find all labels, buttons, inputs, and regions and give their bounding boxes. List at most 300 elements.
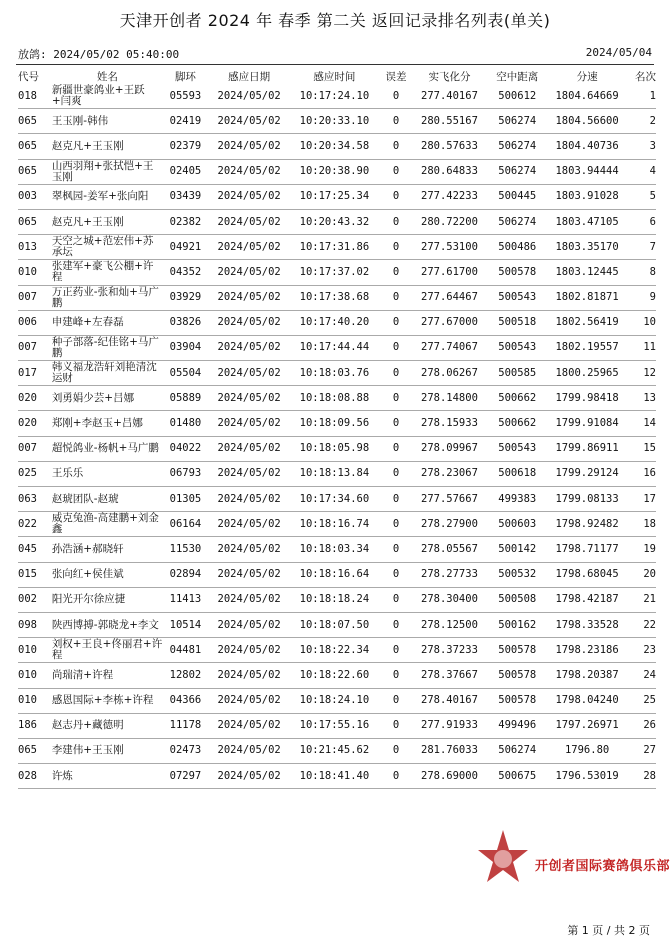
cell-date: 2024/05/02 (217, 467, 281, 480)
cell-distance: 500578 (498, 694, 537, 707)
cell-code: 065 (18, 114, 37, 127)
cell-date: 2024/05/02 (217, 139, 281, 152)
cell-speed: 1803.12445 (555, 265, 619, 278)
cell-error: 0 (392, 719, 400, 732)
cell-time: 10:20:34.58 (299, 139, 370, 152)
cell-distance: 500543 (498, 291, 537, 304)
cell-date: 2024/05/02 (217, 593, 281, 606)
cell-fly: 277.42233 (421, 190, 478, 203)
cell-time: 10:18:07.50 (299, 618, 370, 631)
cell-rank: 17 (643, 492, 656, 505)
cell-rank: 22 (643, 618, 656, 631)
cell-ring: 02382 (169, 215, 202, 228)
cell-error: 0 (392, 114, 400, 127)
cell-name: 陕西博搏-郭晓龙+李文 (51, 618, 159, 631)
cell-fly: 278.23067 (421, 467, 478, 480)
cell-ring: 03929 (169, 291, 202, 304)
cell-time: 10:18:41.40 (299, 769, 370, 782)
cell-speed: 1798.33528 (555, 618, 619, 631)
cell-rank: 26 (643, 719, 656, 732)
cell-date: 2024/05/02 (217, 165, 281, 178)
cell-fly: 277.64467 (421, 291, 478, 304)
table-row (18, 713, 656, 738)
cell-speed: 1803.35170 (555, 240, 619, 253)
cell-ring: 11178 (169, 719, 202, 732)
col-fly: 实飞化分 (428, 70, 471, 83)
cell-speed: 1798.68045 (555, 568, 619, 581)
cell-distance: 500532 (498, 568, 537, 581)
cell-ring: 07297 (169, 769, 202, 782)
cell-rank: 21 (643, 593, 656, 606)
cell-ring: 03826 (169, 316, 202, 329)
cell-code: 065 (18, 139, 37, 152)
cell-rank: 7 (649, 240, 656, 253)
col-distance: 空中距离 (496, 70, 539, 83)
table-row (18, 411, 656, 436)
cell-distance: 500603 (498, 517, 537, 530)
cell-distance: 500618 (498, 467, 537, 480)
cell-date: 2024/05/02 (217, 240, 281, 253)
cell-speed: 1802.19557 (555, 341, 619, 354)
cell-rank: 18 (643, 517, 656, 530)
cell-rank: 19 (643, 542, 656, 555)
cell-time: 10:20:33.10 (299, 114, 370, 127)
cell-rank: 27 (643, 744, 656, 757)
cell-name: 王玉刚-韩伟 (51, 114, 109, 127)
cell-distance: 506274 (498, 215, 537, 228)
cell-fly: 277.53100 (421, 240, 478, 253)
cell-ring: 04366 (169, 694, 202, 707)
cell-date: 2024/05/02 (217, 265, 281, 278)
cell-name: 超悦鸽业-杨帆+马广鹏 (51, 442, 159, 455)
cell-date: 2024/05/02 (217, 291, 281, 304)
cell-error: 0 (392, 744, 400, 757)
cell-code: 065 (18, 165, 37, 178)
page-title: 天津开创者 2024 年 春季 第二关 返回记录排名列表(单关) (119, 11, 551, 30)
cell-fly: 278.69000 (421, 769, 478, 782)
col-error: 误差 (385, 70, 407, 83)
cell-date: 2024/05/02 (217, 316, 281, 329)
cell-fly: 278.37667 (421, 668, 478, 681)
cell-ring: 02405 (169, 165, 202, 178)
cell-date: 2024/05/02 (217, 568, 281, 581)
cell-code: 065 (18, 215, 37, 228)
cell-error: 0 (392, 316, 400, 329)
cell-time: 10:18:24.10 (299, 694, 370, 707)
cell-time: 10:18:22.60 (299, 668, 370, 681)
cell-speed: 1803.94444 (555, 165, 619, 178)
cell-ring: 01305 (169, 492, 202, 505)
cell-name: 阳光开尔徐应捷 (51, 593, 126, 606)
cell-distance: 500662 (498, 417, 537, 430)
cell-time: 10:17:44.44 (299, 341, 370, 354)
cell-distance: 506274 (498, 744, 537, 757)
col-speed: 分速 (576, 70, 598, 83)
cell-ring: 06793 (169, 467, 202, 480)
cell-ring: 05889 (169, 391, 202, 404)
cell-speed: 1800.25965 (555, 366, 619, 379)
cell-time: 10:17:24.10 (299, 89, 370, 102)
cell-error: 0 (392, 417, 400, 430)
cell-rank: 6 (649, 215, 656, 228)
cell-distance: 499383 (498, 492, 537, 505)
cell-speed: 1798.71177 (555, 542, 619, 555)
cell-speed: 1804.64669 (555, 89, 619, 102)
print-date: 2024/05/04 (585, 46, 652, 59)
cell-error: 0 (392, 618, 400, 631)
table-row (18, 738, 656, 763)
cell-ring: 04352 (169, 265, 202, 278)
cell-error: 0 (392, 139, 400, 152)
cell-distance: 500508 (498, 593, 537, 606)
cell-ring: 05593 (169, 89, 202, 102)
cell-ring: 04481 (169, 643, 202, 656)
cell-ring: 11530 (169, 542, 202, 555)
cell-name: 申建峰+左春磊 (51, 316, 124, 329)
cell-date: 2024/05/02 (217, 417, 281, 430)
cell-ring: 02473 (169, 744, 202, 757)
cell-time: 10:18:16.74 (299, 517, 370, 530)
cell-speed: 1799.98418 (555, 391, 619, 404)
cell-date: 2024/05/02 (217, 769, 281, 782)
cell-time: 10:18:03.34 (299, 542, 370, 555)
cell-code: 007 (18, 442, 37, 455)
cell-speed: 1803.91028 (555, 190, 619, 203)
cell-date: 2024/05/02 (217, 694, 281, 707)
cell-name: 刘权+王良+佟丽君+许程 (51, 638, 163, 662)
cell-time: 10:17:40.20 (299, 316, 370, 329)
cell-code: 007 (18, 341, 37, 354)
cell-time: 10:18:03.76 (299, 366, 370, 379)
cell-ring: 03904 (169, 341, 202, 354)
cell-error: 0 (392, 694, 400, 707)
cell-code: 010 (18, 694, 37, 707)
table-row (18, 260, 656, 285)
cell-error: 0 (392, 668, 400, 681)
table-row (18, 587, 656, 612)
table-row (18, 84, 656, 109)
table-row (18, 184, 656, 209)
cell-time: 10:20:43.32 (299, 215, 370, 228)
table-row (18, 436, 656, 461)
cell-time: 10:17:55.16 (299, 719, 370, 732)
cell-ring: 10514 (169, 618, 202, 631)
cell-time: 10:17:38.68 (299, 291, 370, 304)
cell-code: 002 (18, 593, 37, 606)
cell-time: 10:21:45.62 (299, 744, 370, 757)
cell-rank: 24 (643, 668, 656, 681)
cell-distance: 506274 (498, 139, 537, 152)
cell-code: 010 (18, 265, 37, 278)
cell-time: 10:18:09.56 (299, 417, 370, 430)
cell-code: 063 (18, 492, 37, 505)
cell-rank: 15 (643, 442, 656, 455)
cell-distance: 500585 (498, 366, 537, 379)
cell-fly: 278.27733 (421, 568, 478, 581)
cell-code: 013 (18, 240, 37, 253)
star-logo-icon (476, 828, 530, 892)
cell-name: 孙浩涵+郝晓轩 (51, 542, 124, 555)
cell-time: 10:20:38.90 (299, 165, 370, 178)
cell-distance: 500543 (498, 442, 537, 455)
cell-error: 0 (392, 517, 400, 530)
cell-name: 尚瑞清+许程 (51, 668, 114, 681)
col-date: 感应日期 (228, 70, 271, 83)
cell-error: 0 (392, 769, 400, 782)
cell-rank: 14 (643, 417, 656, 430)
cell-name: 郑刚+李赵玉+吕娜 (51, 417, 143, 430)
cell-name: 赵克凡+王玉刚 (51, 215, 124, 228)
cell-name: 万正药业-张和灿+马广鹏 (51, 285, 159, 309)
cell-time: 10:18:08.88 (299, 391, 370, 404)
page-indicator: 第 1 页 / 共 2 页 (567, 924, 650, 937)
cell-ring: 11413 (169, 593, 202, 606)
cell-error: 0 (392, 593, 400, 606)
cell-error: 0 (392, 165, 400, 178)
cell-fly: 278.12500 (421, 618, 478, 631)
cell-date: 2024/05/02 (217, 215, 281, 228)
cell-date: 2024/05/02 (217, 341, 281, 354)
cell-date: 2024/05/02 (217, 442, 281, 455)
table-row (18, 386, 656, 411)
table-row (18, 461, 656, 486)
cell-name: 天空之城+范宏伟+苏承坛 (51, 235, 154, 259)
table-row (18, 612, 656, 637)
cell-rank: 23 (643, 643, 656, 656)
cell-error: 0 (392, 442, 400, 455)
meta-row (18, 46, 652, 62)
table-row (18, 310, 656, 335)
cell-date: 2024/05/02 (217, 114, 281, 127)
cell-code: 028 (18, 769, 37, 782)
cell-speed: 1796.80 (564, 744, 610, 757)
table-row (18, 285, 656, 310)
cell-ring: 06164 (169, 517, 202, 530)
cell-date: 2024/05/02 (217, 542, 281, 555)
cell-distance: 500578 (498, 668, 537, 681)
cell-name: 王乐乐 (51, 467, 84, 480)
cell-distance: 500675 (498, 769, 537, 782)
cell-speed: 1799.86911 (555, 442, 619, 455)
cell-ring: 04921 (169, 240, 202, 253)
cell-time: 10:18:18.24 (299, 593, 370, 606)
cell-fly: 280.64833 (421, 165, 478, 178)
cell-error: 0 (392, 366, 400, 379)
table-row (18, 487, 656, 512)
cell-speed: 1804.40736 (555, 139, 619, 152)
cell-fly: 278.30400 (421, 593, 478, 606)
divider (16, 64, 654, 65)
cell-error: 0 (392, 568, 400, 581)
cell-name: 感恩国际+李栋+许程 (51, 694, 154, 707)
cell-error: 0 (392, 492, 400, 505)
cell-speed: 1799.91084 (555, 417, 619, 430)
cell-distance: 500445 (498, 190, 537, 203)
cell-rank: 5 (649, 190, 656, 203)
cell-ring: 12802 (169, 668, 202, 681)
cell-name: 新疆世豪鸽业+王跃+闫爽 (51, 84, 145, 108)
cell-date: 2024/05/02 (217, 190, 281, 203)
cell-fly: 278.14800 (421, 391, 478, 404)
cell-fly: 277.61700 (421, 265, 478, 278)
cell-distance: 500486 (498, 240, 537, 253)
cell-error: 0 (392, 391, 400, 404)
cell-time: 10:18:13.84 (299, 467, 370, 480)
cell-code: 010 (18, 668, 37, 681)
cell-error: 0 (392, 291, 400, 304)
table-row (18, 159, 656, 184)
cell-rank: 12 (643, 366, 656, 379)
cell-rank: 1 (649, 89, 656, 102)
cell-name: 赵克凡+王玉刚 (51, 139, 124, 152)
cell-speed: 1802.81871 (555, 291, 619, 304)
cell-ring: 02894 (169, 568, 202, 581)
cell-speed: 1798.20387 (555, 668, 619, 681)
cell-speed: 1798.04240 (555, 694, 619, 707)
cell-name: 韩义福龙浩轩刘艳清沈运财 (51, 361, 157, 385)
cell-name: 李建伟+王玉刚 (51, 744, 124, 757)
table-row (18, 764, 656, 789)
cell-date: 2024/05/02 (217, 668, 281, 681)
cell-fly: 277.40167 (421, 89, 478, 102)
cell-distance: 500162 (498, 618, 537, 631)
col-ring: 脚环 (174, 70, 196, 83)
cell-time: 10:18:16.64 (299, 568, 370, 581)
table-row (18, 235, 656, 260)
table-row (18, 688, 656, 713)
cell-ring: 04022 (169, 442, 202, 455)
cell-code: 020 (18, 417, 37, 430)
cell-fly: 280.55167 (421, 114, 478, 127)
cell-ring: 01480 (169, 417, 202, 430)
cell-code: 015 (18, 568, 37, 581)
cell-speed: 1799.29124 (555, 467, 619, 480)
cell-speed: 1796.53019 (555, 769, 619, 782)
cell-code: 017 (18, 366, 37, 379)
col-rank: 名次 (635, 70, 656, 83)
table-row (18, 209, 656, 234)
table-row (18, 335, 656, 360)
results-table (18, 68, 656, 789)
cell-rank: 8 (649, 265, 656, 278)
cell-speed: 1798.23186 (555, 643, 619, 656)
cell-ring: 03439 (169, 190, 202, 203)
cell-fly: 281.76033 (421, 744, 478, 757)
table-row (18, 134, 656, 159)
cell-code: 186 (18, 719, 37, 732)
cell-time: 10:18:22.34 (299, 643, 370, 656)
cell-error: 0 (392, 240, 400, 253)
cell-date: 2024/05/02 (217, 744, 281, 757)
cell-error: 0 (392, 542, 400, 555)
cell-error: 0 (392, 190, 400, 203)
cell-code: 010 (18, 643, 37, 656)
cell-date: 2024/05/02 (217, 89, 281, 102)
cell-fly: 277.67000 (421, 316, 478, 329)
table-row (18, 361, 656, 386)
cell-fly: 277.57667 (421, 492, 478, 505)
cell-error: 0 (392, 341, 400, 354)
release-info: 放鸽: 2024/05/02 05:40:00 (18, 48, 180, 61)
cell-speed: 1803.47105 (555, 215, 619, 228)
cell-time: 10:17:25.34 (299, 190, 370, 203)
cell-speed: 1799.08133 (555, 492, 619, 505)
cell-code: 018 (18, 89, 37, 102)
cell-distance: 500578 (498, 643, 537, 656)
cell-name: 许炼 (51, 769, 73, 782)
col-name: 姓名 (96, 70, 118, 83)
cell-rank: 9 (649, 291, 656, 304)
cell-fly: 278.06267 (421, 366, 478, 379)
table-row (18, 638, 656, 663)
cell-rank: 11 (643, 341, 656, 354)
cell-name: 山西羽翔+张拭恺+王玉刚 (51, 159, 154, 183)
cell-speed: 1798.92482 (555, 517, 619, 530)
cell-date: 2024/05/02 (217, 618, 281, 631)
cell-date: 2024/05/02 (217, 719, 281, 732)
cell-error: 0 (392, 265, 400, 278)
cell-error: 0 (392, 89, 400, 102)
cell-code: 003 (18, 190, 37, 203)
cell-speed: 1802.56419 (555, 316, 619, 329)
cell-distance: 500578 (498, 265, 537, 278)
cell-date: 2024/05/02 (217, 517, 281, 530)
cell-speed: 1798.42187 (555, 593, 619, 606)
cell-rank: 2 (649, 114, 656, 127)
cell-time: 10:17:31.86 (299, 240, 370, 253)
cell-code: 007 (18, 291, 37, 304)
header-row (18, 68, 656, 84)
cell-name: 翠枫园-姜军+张向阳 (51, 190, 149, 203)
cell-fly: 278.15933 (421, 417, 478, 430)
cell-ring: 02419 (169, 114, 202, 127)
cell-fly: 278.05567 (421, 542, 478, 555)
cell-speed: 1804.56600 (555, 114, 619, 127)
cell-rank: 3 (649, 139, 656, 152)
cell-fly: 278.09967 (421, 442, 478, 455)
cell-name: 张建军+豪飞公棚+许程 (51, 260, 154, 284)
cell-rank: 4 (649, 165, 656, 178)
cell-rank: 10 (643, 316, 656, 329)
cell-distance: 506274 (498, 165, 537, 178)
cell-distance: 499496 (498, 719, 537, 732)
cell-name: 赵志丹+藏德明 (51, 719, 124, 732)
table-row (18, 109, 656, 134)
cell-date: 2024/05/02 (217, 366, 281, 379)
cell-fly: 277.74067 (421, 341, 478, 354)
cell-ring: 05504 (169, 366, 202, 379)
cell-distance: 500518 (498, 316, 537, 329)
cell-error: 0 (392, 467, 400, 480)
table-row (18, 512, 656, 537)
cell-distance: 500662 (498, 391, 537, 404)
cell-date: 2024/05/02 (217, 391, 281, 404)
table-row (18, 537, 656, 562)
cell-name: 威克兔渔-高建鹏+刘金鑫 (51, 512, 159, 536)
cell-code: 020 (18, 391, 37, 404)
cell-distance: 500543 (498, 341, 537, 354)
cell-name: 种子部落-纪佳铭+马广鹏 (51, 335, 159, 359)
cell-rank: 28 (643, 769, 656, 782)
cell-code: 045 (18, 542, 37, 555)
cell-error: 0 (392, 643, 400, 656)
cell-rank: 20 (643, 568, 656, 581)
cell-name: 赵琥团队-赵琥 (51, 492, 119, 505)
cell-code: 022 (18, 517, 37, 530)
cell-code: 065 (18, 744, 37, 757)
cell-rank: 13 (643, 391, 656, 404)
cell-distance: 500142 (498, 542, 537, 555)
